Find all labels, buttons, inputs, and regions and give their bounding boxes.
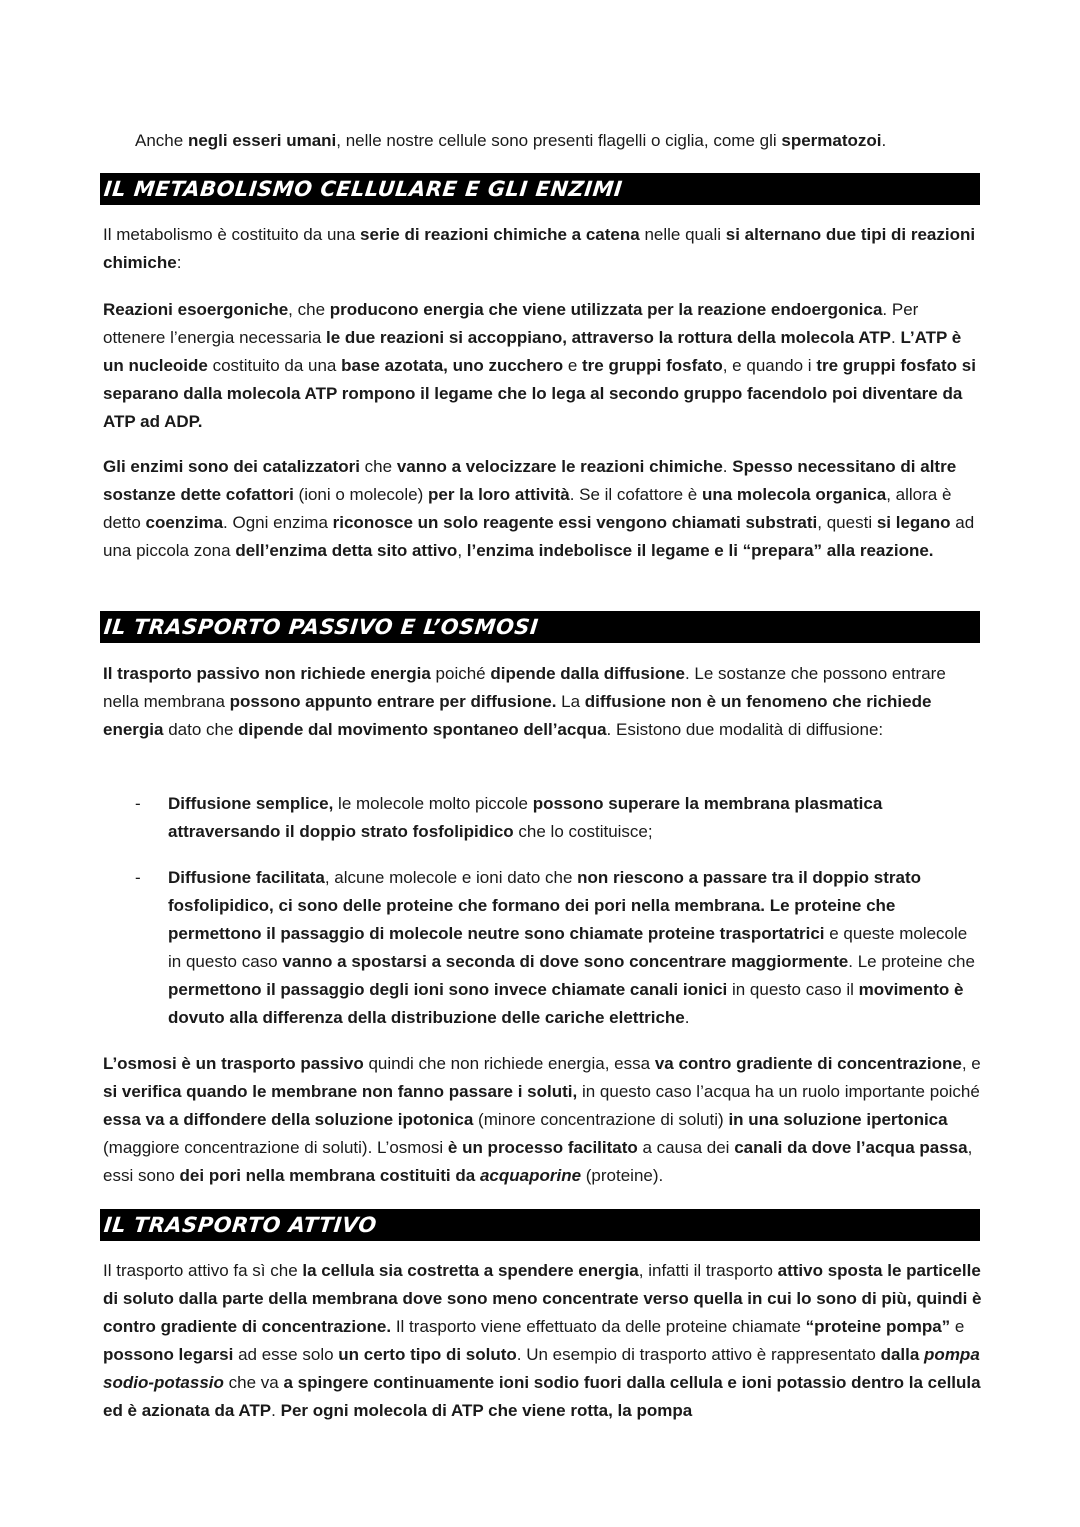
bold-text-run: Per ogni molecola di ATP che viene rotta, la pompa — [280, 1401, 693, 1420]
bold-text-run: le due reazioni si accoppiano, attraverso la rottura della molecola ATP — [326, 328, 891, 347]
bold-text-run: tre gruppi fosfato si separano dalla molecola ATP rompono il legame che lo lega al secondo gruppo facendolo poi diventare da ATP ad ADP. — [103, 356, 976, 431]
bold-text-run: è un processo facilitato — [447, 1138, 638, 1157]
bold-text-run: riconosce un solo reagente essi vengono chiamati substrati — [332, 513, 818, 532]
bold-text-run: canali da dove l’acqua passa — [734, 1138, 968, 1157]
bullet-diffusione-semplice — [103, 790, 983, 846]
bold-text-run: spermatozoi — [781, 131, 882, 150]
bold-text-run: dalla — [880, 1345, 925, 1364]
bullet-dash: - — [135, 794, 141, 813]
intro-paragraph: Anche negli esseri umani, nelle nostre cellule sono presenti flagelli o ciglia, come gli spermatozoi. — [135, 131, 887, 150]
bold-text-run: essa va a diffondere della soluzione ipotonica — [103, 1110, 474, 1129]
bold-text-run: dipende dal movimento spontaneo dell’acqua — [238, 720, 607, 739]
bold-text-run: “proteine pompa” — [805, 1317, 951, 1336]
bold-text-run: l’enzima indebolisce il legame e li “prepara” alla reazione. — [466, 541, 934, 560]
bold-text-run: un certo tipo di soluto — [338, 1345, 517, 1364]
bold-text-run: attivo sposta le particelle di soluto dalla parte della membrana dove sono meno concentrate verso quella in cui lo sono di più, quindi è contro gradiente di concentrazione. — [103, 1261, 982, 1336]
bold-text-run: Il trasporto passivo non richiede energia — [103, 664, 431, 683]
bold-text-run: Reazioni esoergoniche — [103, 300, 289, 319]
heading-metabolismo-title: IL METABOLISMO CELLULARE E GLI ENZIMI — [102, 177, 624, 201]
bold-text-run: in una soluzione ipertonica — [728, 1110, 948, 1129]
bold-text-run: una molecola organica — [701, 485, 887, 504]
bold-text-run: producono energia che viene utilizzata per la reazione endoergonica — [329, 300, 883, 319]
bullet-diffusione-facilitata-text: Diffusione facilitata, alcune molecole e ioni dato che non riescono a passare tra il doppio strato fosfolipidico, ci sono delle proteine che formano dei pori nella membrana. Le proteine che permettono il passaggio di molecole neutre sono chiamate proteine trasportatrici e queste molecole in questo caso vanno a spostarsi a seconda di dove sono concentrare maggiormente. Le proteine che permettono il passaggio degli ioni sono invece chiamate canali ionici in questo caso il movimento è dovuto alla differenza della distribuzione delle cariche elettriche. — [168, 868, 975, 1027]
bold-text-run: possono appunto entrare per diffusione. — [229, 692, 557, 711]
metabolismo-paragraph-3: Gli enzimi sono dei catalizzatori che vanno a velocizzare le reazioni chimiche. Spesso necessitano di altre sostanze dette cofattori (ioni o molecole) per la loro attività. Se il cofattore è una molecola organica, allora è detto coenzima. Ogni enzima riconosce un solo reagente essi vengono chiamati substrati, questi si legano ad una piccola zona dell’enzima detta sito attivo, l’enzima indebolisce il legame e li “prepara” alla reazione. — [103, 457, 975, 560]
bold-text-run: si legano — [876, 513, 951, 532]
heading-metabolismo — [100, 173, 980, 205]
bold-text-run: per la loro attività — [427, 485, 570, 504]
bold-text-run: negli esseri umani — [187, 131, 337, 150]
metabolismo-paragraph-1: Il metabolismo è costituito da una serie di reazioni chimiche a catena nelle quali si alternano due tipi di reazioni chimiche: — [103, 225, 976, 272]
bold-text-run: tre gruppi fosfato — [582, 356, 723, 375]
bold-text-run: permettono il passaggio degli ioni sono invece chiamate canali ionici — [168, 980, 728, 999]
metabolismo-paragraph-2: Reazioni esoergoniche, che producono energia che viene utilizzata per la reazione endoergonica. Per ottenere l’energia necessaria le due reazioni si accoppiano, attraverso la rottura della molecola ATP. L’ATP è un nucleoide costituito da una base azotata, uno zucchero e tre gruppi fosfato, e quando i tre gruppi fosfato si separano dalla molecola ATP rompono il legame che lo lega al secondo gruppo facendolo poi diventare da ATP ad ADP. — [103, 300, 976, 431]
bold-text-run: dei pori nella membrana costituiti da — [179, 1166, 480, 1185]
bold-text-run: dell’enzima detta sito attivo — [235, 541, 458, 560]
bold-text-run: movimento è dovuto alla differenza della distribuzione delle cariche elettriche — [168, 980, 964, 1027]
bold-text-run: la cellula sia costretta a spendere energia — [302, 1261, 639, 1280]
passivo-paragraph-1: Il trasporto passivo non richiede energia poiché dipende dalla diffusione. Le sostanze che possono entrare nella membrana possono appunto entrare per diffusione. La diffusione non è un fenomeno che richiede energia dato che dipende dal movimento spontaneo dell’acqua. Esistono due modalità di diffusione: — [103, 664, 946, 739]
bold-text-run: Diffusione semplice, — [168, 794, 334, 813]
bullet-diffusione-semplice-text: Diffusione semplice, le molecole molto piccole possono superare la membrana plasmatica attraversando il doppio strato fosfolipidico che lo costituisce; — [168, 794, 883, 841]
heading-trasporto-attivo — [100, 1209, 980, 1241]
bold-text-run: possono superare la membrana plasmatica attraversando il doppio strato fosfolipidico — [168, 794, 883, 841]
bold-text-run: coenzima — [145, 513, 224, 532]
bold-text-run: si verifica quando le membrane non fanno passare i soluti, — [103, 1082, 578, 1101]
bold-text-run: si alternano due tipi di reazioni chimiche — [103, 225, 976, 272]
bullet-diffusione-facilitata — [103, 864, 983, 1034]
bold-text-run: Spesso necessitano di altre sostanze dette cofattori — [103, 457, 957, 504]
bold-text-run: va contro gradiente di concentrazione — [654, 1054, 962, 1073]
bold-text-run: diffusione non è un fenomeno che richiede energia — [103, 692, 932, 739]
heading-trasporto-attivo-title: IL TRASPORTO ATTIVO — [102, 1213, 379, 1237]
attivo-paragraph-1: Il trasporto attivo fa sì che la cellula sia costretta a spendere energia, infatti il trasporto attivo sposta le particelle di soluto dalla parte della membrana dove sono meno concentrate verso quella in cui lo sono di più, quindi è contro gradiente di concentrazione. Il trasporto viene effettuato da delle proteine chiamate “proteine pompa” e possono legarsi ad esse solo un certo tipo di soluto. Un esempio di trasporto attivo è rappresentato dalla pompa sodio-potassio che va a spingere continuamente ioni sodio fuori dalla cellula e ioni potassio dentro la cellula ed è azionata da ATP. Per ogni molecola di ATP che viene rotta, la pompa — [103, 1261, 982, 1420]
passivo-paragraph-osmosi: L’osmosi è un trasporto passivo quindi che non richiede energia, essa va contro gradiente di concentrazione, e si verifica quando le membrane non fanno passare i soluti, in questo caso l’acqua ha un ruolo importante poiché essa va a diffondere della soluzione ipotonica (minore concentrazione di soluti) in una soluzione ipertonica (maggiore concentrazione di soluti). L’osmosi è un processo facilitato a causa dei canali da dove l’acqua passa, essi sono dei pori nella membrana costituiti da acquaporine (proteine). — [103, 1054, 981, 1185]
bold-text-run: vanno a velocizzare le reazioni chimiche — [396, 457, 723, 476]
bold-text-run: Gli enzimi sono dei catalizzatori — [103, 457, 360, 476]
bold-text-run: dipende dalla diffusione — [490, 664, 685, 683]
bold-text-run: non riescono a passare tra il doppio strato fosfolipidico, ci sono delle proteine che formano dei pori nella membrana. Le proteine che permettono il passaggio di molecole neutre sono chiamate proteine trasportatrici — [168, 868, 921, 943]
bold-text-run: L’osmosi è un trasporto passivo — [103, 1054, 364, 1073]
heading-trasporto-passivo — [100, 611, 980, 643]
bullet-dash: - — [135, 868, 141, 887]
bold-text-run: vanno a spostarsi a seconda di dove sono concentrare maggiormente — [282, 952, 849, 971]
bold-text-run: pompa sodio-potassio — [103, 1345, 980, 1392]
bold-text-run: acquaporine — [479, 1166, 582, 1185]
bold-text-run: L’ATP è un nucleoide — [103, 328, 962, 375]
heading-trasporto-passivo-title: IL TRASPORTO PASSIVO E L’OSMOSI — [102, 615, 540, 639]
bold-text-run: base azotata, uno zucchero — [341, 356, 564, 375]
bold-text-run: possono legarsi — [103, 1345, 234, 1364]
bold-text-run: a spingere continuamente ioni sodio fuori dalla cellula e ioni potassio dentro la cellula ed è azionata da ATP — [103, 1373, 981, 1420]
bold-text-run: Diffusione facilitata — [168, 868, 325, 887]
bold-text-run: serie di reazioni chimiche a catena — [360, 225, 640, 244]
